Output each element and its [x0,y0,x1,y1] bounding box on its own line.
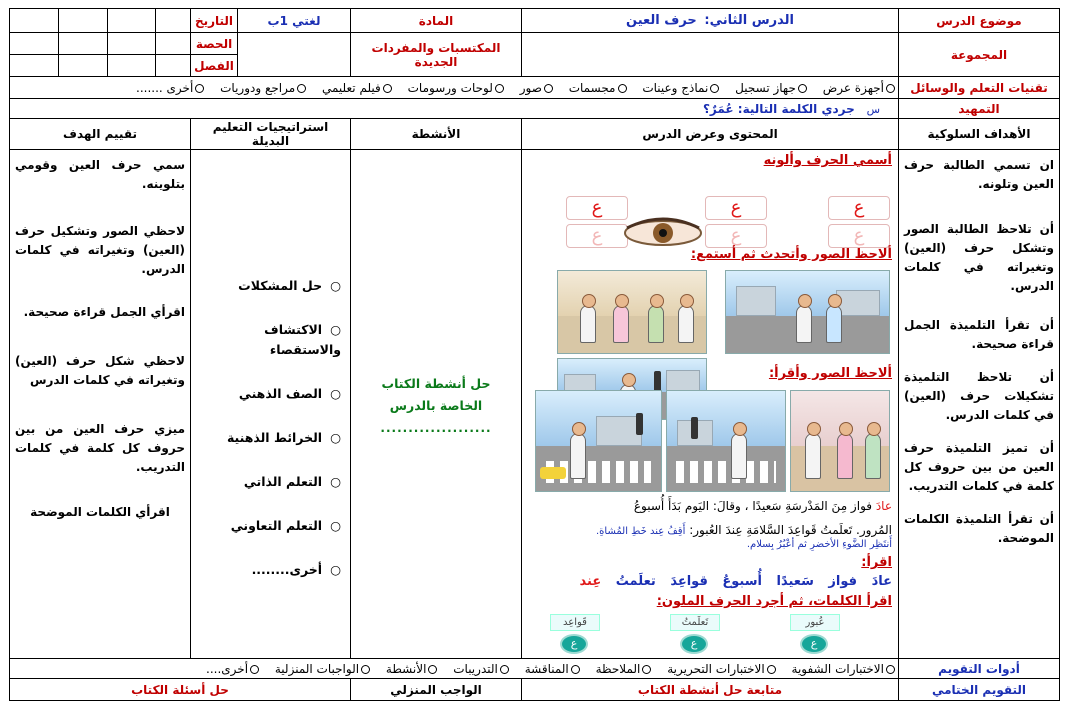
tool-option[interactable]: أخرى ....... [136,81,204,95]
strategies-list [194,276,347,580]
col-activities: الأنشطة [351,119,522,150]
tool-option[interactable]: صور [520,81,553,95]
read-word: عِند [579,574,602,589]
class-cell-3[interactable] [59,55,108,77]
tool-option[interactable]: لوحات ورسومات [408,81,504,95]
reading-paragraph-line-1 [528,494,892,518]
section-title-letter: أسمي الحرف وألونه [763,153,892,168]
read-word: أُسبوعُ [722,574,762,589]
evaluation-item: ميزي حرف العين من بين حروف كل كلمة في كلمات التدريب. [15,422,185,474]
eye-icon [623,216,703,250]
word-tag: تَعلَمتُ [670,614,720,631]
intro-text-cell [10,99,899,119]
group-value[interactable] [522,33,899,77]
evaluation-item: اقرأي الكلمات الموضحة [30,505,170,519]
illustration-family [557,270,707,354]
activities-cell [351,150,522,659]
evaluation-item: سمي حرف العين وقومي بتلوينه. [15,158,185,191]
period-label: الحصة [191,33,238,55]
strategy-item[interactable]: ○ الخرائط الذهنية [194,428,347,448]
read-word: عادَ [871,574,892,589]
intro-text: جردي الكلمة التالية: عُمَرٌ؟ [702,101,855,116]
homework-value: حل أسئلة الكتاب [10,679,351,701]
paragraph-note-2: أَنتَظِر الضَّوءِ الأخضرِ ثم أعْبُرُ بِسلام. [746,539,892,550]
tool-option[interactable]: مجسمات [569,81,627,95]
objective-item: أن تميز التلميذة حرف العين من بين حروف كل كلمة في كلمات التدريب. [904,441,1054,493]
objective-item: أن تلاحظ التلميذة تشكيلات حرف (العين) في كلمات الدرس. [904,370,1054,422]
column-headers [10,119,1060,150]
class-cell-1[interactable] [156,55,191,77]
read-words-row [528,574,892,589]
strategy-item[interactable]: ○ التعلم التعاوني [194,516,347,536]
objective-item: أن تلاحظ الطالبة الصور وتشكل حرف (العين) وتغيراته في كلمات الدرس. [904,222,1054,293]
assessment-option[interactable]: أخرى.... [206,662,259,676]
objective-item: ان تسمي الطالبة حرف العين وتلونه. [904,158,1054,191]
tools-options [10,77,899,99]
read-word: فواز [828,574,858,589]
letter-card-outline: ع [828,224,890,248]
assessment-label: أدوات التقويم [899,659,1060,679]
col-strategies: استراتيجيات التعليم البديلة [191,119,351,150]
class-label: الفصل [191,55,238,77]
extract-letter-button[interactable]: ع [560,634,588,654]
paragraph-word: عادَ [875,499,892,513]
class-cell-2[interactable] [108,55,156,77]
letter-card: ع [566,196,628,220]
letter-card-outline: ع [705,224,767,248]
date-label: التاريخ [191,9,238,33]
objectives-list [904,156,1054,548]
final-label: التقويم الختامي [899,679,1060,701]
tools-row [10,77,1060,99]
date-cell-4[interactable] [10,9,59,33]
period-cell-3[interactable] [59,33,108,55]
period-cell-1[interactable] [156,33,191,55]
strategy-item[interactable]: ○ أخرى........ [194,560,347,580]
date-cell-2[interactable] [108,9,156,33]
tool-option[interactable]: أجهزة عرض [823,81,895,95]
subject-label: المادة [351,9,522,33]
vocab-value[interactable] [238,33,351,77]
strategy-item[interactable]: ○ حل المشكلات [194,276,347,296]
lesson-title-cell [522,9,899,33]
read-word: تعلَمتُ [615,574,656,589]
tools-label: تقنيات التعلم والوسائل [899,77,1060,99]
strategy-item[interactable]: ○ الصف الذهني [194,384,347,404]
assessment-option[interactable]: الاختبارات التحريرية [667,662,775,676]
col-evaluation: تقييم الهدف [10,119,191,150]
paragraph-note: أَقِفُ عِند خَطِ المُشاةِ. [596,526,686,537]
illustration-traffic-light [666,390,786,492]
section-title-read: ألاحظ الصور وأقرأ: [768,366,892,381]
paragraph-text: فواز مِنَ المَدْرسَةِ سَعيدًا ، وقالَ: اليَوم بَدَأَ أُسبوعُ [633,499,872,513]
tool-option[interactable]: فيلم تعليمي [322,81,392,95]
lesson-value: حرف العين [626,13,697,28]
header-row-2 [10,33,1060,55]
evaluation-item: لاحظي الصور وتشكيل حرف (العين) وتغيراته في كلمات الدرس. [15,224,185,276]
final-row [10,679,1060,701]
period-cell-2[interactable] [108,33,156,55]
assessment-options [10,659,899,679]
strategy-item[interactable]: ○ الاكتشاف والاستقصاء [194,320,347,360]
evaluation-item: لاحظي شكل حرف (العين) وتغيراته في كلمات الدرس [15,354,185,387]
evaluation-list [15,156,185,522]
lesson-label: الدرس الثاني: [704,13,794,28]
content-area [522,150,898,658]
activities-dots: .................... [380,421,492,435]
col-content: المحتوى وعرض الدرس [522,119,899,150]
class-cell-4[interactable] [10,55,59,77]
letter-card: ع [828,196,890,220]
assessment-option[interactable]: المناقشة [525,662,580,676]
section-title-read-words: اقرأ: [861,555,892,570]
word-tag: عُبور [790,614,840,631]
activities-text: حل أنشطة الكتاب الخاصة بالدرس [381,376,491,413]
word-tag: قَواعِد [550,614,600,631]
strategies-cell [191,150,351,659]
col-objectives: الأهداف السلوكية [899,119,1060,150]
paragraph-text: المُرور. تَعلَمتُ قَواعِدَ السَّلامَةِ عِندَ العُبور: [689,523,892,537]
read-word: قواعِدَ [670,574,708,589]
read-word: سَعيدًا [776,574,814,589]
section-title-extract: اقرأ الكلمات، ثم أجرد الحرف الملون: [656,594,892,609]
illustration-walking [535,390,662,492]
extract-letter-button[interactable]: ع [800,634,828,654]
date-cell-3[interactable] [59,9,108,33]
final-followup: متابعة حل أنشطة الكتاب [522,679,899,701]
period-cell-4[interactable] [10,33,59,55]
intro-label: التمهيد [899,99,1060,119]
extract-letter-button[interactable]: ع [680,634,708,654]
assessment-option[interactable]: الملاحظة [596,662,652,676]
strategy-item[interactable]: ○ التعلم الذاتي [194,472,347,492]
assessment-option[interactable]: الواجبات المنزلية [275,662,370,676]
tool-option[interactable]: نماذج وعينات [642,81,719,95]
lesson-topic-label: موضوع الدرس [899,9,1060,33]
tool-option[interactable]: مراجع ودوريات [220,81,306,95]
intro-marker: س [866,102,880,116]
illustration-family-2 [790,390,890,492]
assessment-option[interactable]: التدريبات [453,662,509,676]
objectives-cell [899,150,1060,659]
date-cell-1[interactable] [156,9,191,33]
lesson-plan-page [10,8,1060,704]
subject-value: لغتي 1ب [238,9,351,33]
assessment-option[interactable]: الاختبارات الشفوية [792,662,895,676]
evaluation-cell [10,150,191,659]
main-body-row [10,150,1060,659]
letter-card: ع [705,196,767,220]
objective-item: أن تقرأ التلميذة الجمل قراءة صحيحة. [904,318,1054,351]
letter-card-outline: ع [566,224,628,248]
homework-label: الواجب المنزلي [351,679,522,701]
tool-option[interactable]: جهاز تسجيل [735,81,807,95]
header-row-1 [10,9,1060,33]
intro-row [10,99,1060,119]
content-cell [522,150,899,659]
objective-item: أن تقرأ التلميذة الكلمات الموضحة. [904,512,1054,545]
illustration-boy-school [725,270,890,354]
assessment-option[interactable]: الأنشطة [386,662,438,676]
lesson-plan-table [9,8,1060,701]
evaluation-item: اقرأي الجمل قراءة صحيحة. [23,305,185,319]
section-title-listen: ألاحظ الصور وأتحدث ثم أستمع: [690,247,892,262]
assessment-row [10,659,1060,679]
group-label: المجموعة [899,33,1060,77]
vocab-label: المكتسبات والمفردات الجديدة [351,33,522,77]
